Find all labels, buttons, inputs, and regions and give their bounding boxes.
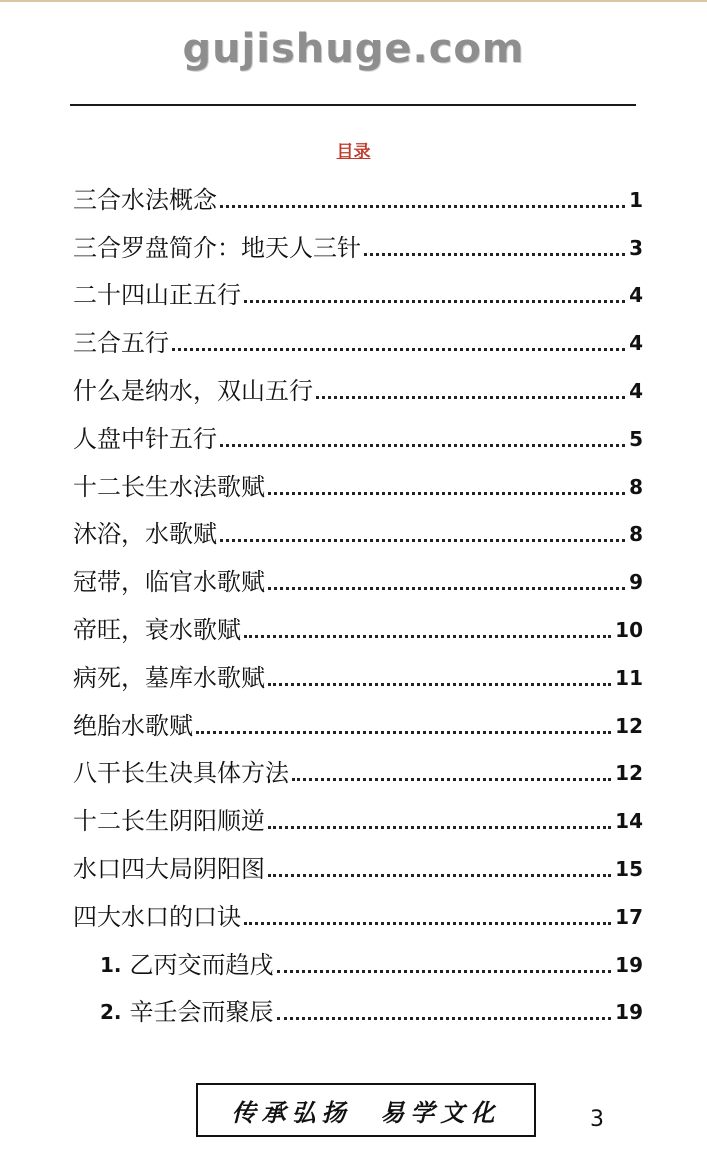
toc-entry-page: 3 — [629, 235, 643, 260]
toc-entry[interactable] — [73, 411, 643, 459]
toc-leader-dots — [277, 1017, 612, 1020]
toc-entry-title: 二十四山正五行 — [73, 281, 241, 310]
toc-entry[interactable] — [73, 220, 643, 268]
toc-entry-number: 2. — [100, 1000, 122, 1025]
toc-entry-page: 4 — [629, 331, 643, 356]
toc-entry[interactable] — [73, 650, 643, 698]
toc-leader-dots — [268, 683, 611, 686]
toc-entry-title: 绝胎水歌赋 — [73, 711, 193, 740]
toc-entry-title: 三合罗盘简介：地天人三针 — [73, 233, 361, 262]
toc-leader-dots — [220, 444, 625, 447]
toc-leader-dots — [364, 253, 625, 256]
toc-leader-dots — [244, 635, 611, 638]
toc-entry[interactable] — [73, 889, 643, 937]
toc-entry-page: 4 — [629, 283, 643, 308]
toc-entry-page: 1 — [629, 187, 643, 212]
toc-entry-title: 四大水口的口诀 — [73, 902, 241, 931]
toc-entry-page: 17 — [615, 904, 643, 929]
toc-leader-dots — [244, 922, 611, 925]
toc-entry[interactable] — [73, 459, 643, 507]
toc-entry[interactable] — [73, 507, 643, 555]
toc-entry-page: 5 — [629, 426, 643, 451]
toc-entry[interactable] — [73, 268, 643, 316]
toc-leader-dots — [316, 396, 625, 399]
toc-entry[interactable] — [73, 985, 643, 1033]
toc-leader-dots — [244, 300, 625, 303]
toc-leader-dots — [268, 826, 611, 829]
toc-entry-title: 三合水法概念 — [73, 185, 217, 214]
toc-entry[interactable] — [73, 746, 643, 794]
page-number: 3 — [590, 1107, 604, 1132]
toc-entry[interactable] — [73, 172, 643, 220]
toc-leader-dots — [172, 348, 625, 351]
table-of-contents — [73, 172, 643, 1032]
toc-entry-page: 15 — [615, 856, 643, 881]
toc-leader-dots — [268, 587, 625, 590]
toc-entry-title: 十二长生水法歌赋 — [73, 472, 265, 501]
toc-leader-dots — [196, 731, 611, 734]
toc-leader-dots — [268, 492, 625, 495]
toc-entry-page: 14 — [615, 809, 643, 834]
toc-entry-page: 19 — [615, 952, 643, 977]
toc-entry-page: 9 — [629, 570, 643, 595]
toc-entry[interactable] — [73, 363, 643, 411]
toc-leader-dots — [268, 874, 611, 877]
toc-entry[interactable] — [73, 554, 643, 602]
toc-title: 目录 — [336, 142, 371, 162]
top-border-line — [0, 0, 707, 2]
toc-entry-page: 11 — [615, 665, 643, 690]
toc-entry-page: 10 — [615, 617, 643, 642]
toc-entry-page: 8 — [629, 474, 643, 499]
site-watermark: gujishuge.com — [182, 26, 525, 72]
toc-entry-title: 帝旺，衰水歌赋 — [73, 615, 241, 644]
toc-entry-page: 19 — [615, 1000, 643, 1025]
toc-entry-title: 十二长生阴阳顺逆 — [73, 807, 265, 836]
toc-entry[interactable] — [73, 841, 643, 889]
toc-entry-title: 什么是纳水，双山五行 — [73, 376, 313, 405]
toc-entry-title: 辛壬会而聚辰 — [129, 998, 274, 1027]
toc-entry-title: 冠带，临官水歌赋 — [73, 568, 265, 597]
toc-entry-number: 1. — [100, 952, 122, 977]
footer-motto-box: 传承弘扬 易学文化 — [196, 1083, 536, 1137]
toc-entry-title: 乙丙交而趋戌 — [129, 950, 274, 979]
toc-entry-title: 水口四大局阴阳图 — [73, 854, 265, 883]
toc-entry-title: 三合五行 — [73, 329, 169, 358]
toc-entry-page: 8 — [629, 522, 643, 547]
toc-entry[interactable] — [73, 315, 643, 363]
header-rule — [70, 104, 636, 106]
toc-entry-page: 12 — [615, 761, 643, 786]
toc-entry-title: 人盘中针五行 — [73, 424, 217, 453]
toc-entry[interactable] — [73, 602, 643, 650]
toc-entry-title: 八干长生决具体方法 — [73, 759, 289, 788]
toc-entry[interactable] — [73, 698, 643, 746]
toc-leader-dots — [220, 539, 625, 542]
toc-leader-dots — [220, 205, 625, 208]
toc-entry[interactable] — [73, 937, 643, 985]
toc-entry-title: 沐浴，水歌赋 — [73, 520, 217, 549]
toc-entry-page: 12 — [615, 713, 643, 738]
toc-leader-dots — [292, 778, 611, 781]
toc-leader-dots — [277, 970, 612, 973]
toc-entry-title: 病死，墓库水歌赋 — [73, 663, 265, 692]
toc-entry[interactable] — [73, 793, 643, 841]
toc-entry-page: 4 — [629, 378, 643, 403]
